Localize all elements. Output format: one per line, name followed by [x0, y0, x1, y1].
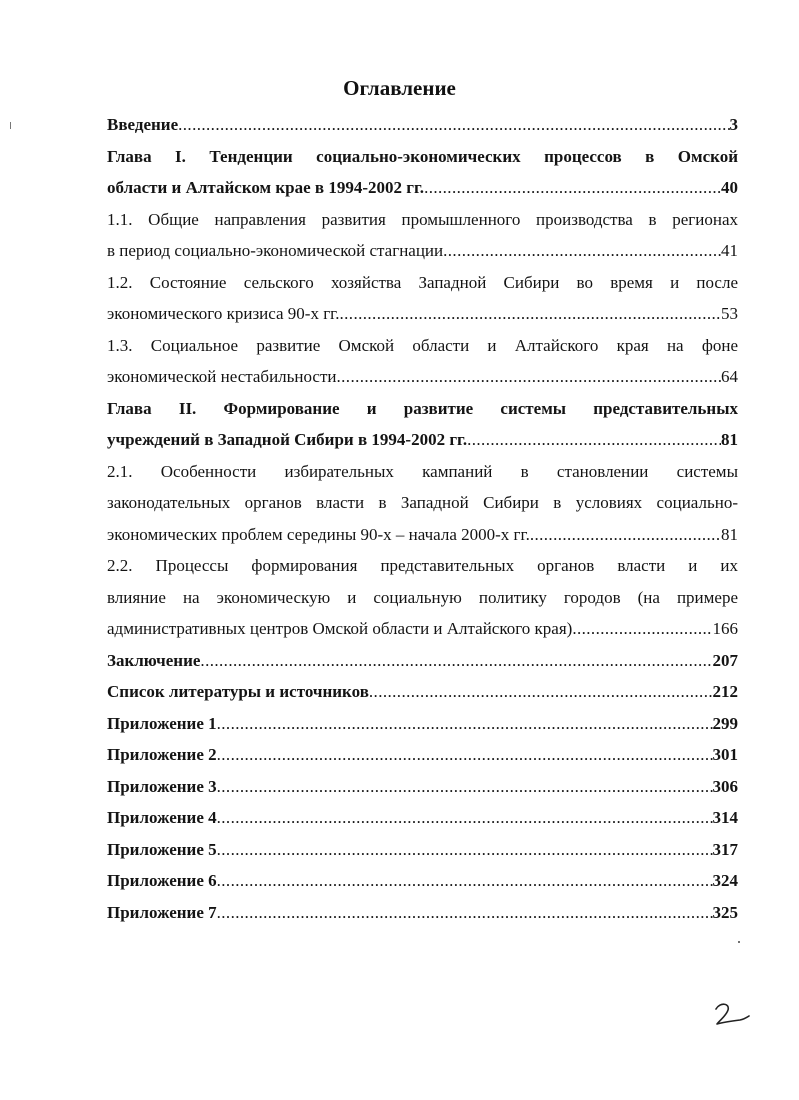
dot-leader	[340, 298, 722, 330]
toc-entry-chapter-2-line-2[interactable]	[107, 424, 738, 456]
dot-leader	[467, 424, 721, 456]
page-title: Оглавление	[343, 76, 456, 100]
toc-page-number: 301	[712, 745, 738, 764]
toc-entry-appendix-5[interactable]	[107, 834, 738, 866]
toc-page-number: 207	[712, 650, 738, 670]
dot-leader	[200, 645, 712, 677]
toc-entry-literature[interactable]	[107, 676, 738, 708]
handwritten-page-number	[712, 1000, 752, 1030]
toc-entry-section-2-2-line-1[interactable]: 2.2. Процессы формирования представительных органов власти и их	[107, 556, 738, 575]
toc-entry-section-1-2-line-1[interactable]: 1.2. Состояние сельского хозяйства Западной Сибири во время и после	[107, 272, 738, 292]
toc-page-number: 306	[712, 776, 738, 796]
toc-entry-appendix-1[interactable]	[107, 708, 738, 740]
dot-leader	[178, 109, 729, 141]
toc-entry-section-1-1-line-1[interactable]: 1.1. Общие направления развития промышленного производства в регионах	[107, 209, 738, 229]
toc-entry-section-2-1-line-1[interactable]: 2.1. Особенности избирательных кампаний в становлении системы	[107, 461, 738, 481]
dot-leader	[217, 865, 713, 897]
toc-entry-appendix-6[interactable]	[107, 865, 738, 897]
table-of-contents	[107, 109, 738, 928]
toc-page-number: 212	[712, 682, 738, 701]
toc-entry-section-1-3-line-1[interactable]: 1.3. Социальное развитие Омской области и Алтайского края на фоне	[107, 335, 738, 355]
toc-entry-section-1-3-line-2[interactable]	[107, 361, 738, 393]
toc-entry-chapter-1-line-1[interactable]: Глава I. Тенденции социально-экономических процессов в Омской	[107, 146, 738, 166]
toc-page-number: 317	[712, 839, 738, 859]
toc-entry-appendix-3[interactable]	[107, 771, 738, 803]
toc-entry-text: Введение	[107, 115, 179, 134]
toc-entry-section-2-2-line-2[interactable]: влияние на экономическую и социальную политику городов (на примере	[107, 587, 738, 607]
toc-entry-text: экономического кризиса 90-х гг.	[107, 304, 340, 323]
toc-entry-text: экономических проблем середины 90-х – начала 2000-х гг.	[107, 524, 530, 544]
toc-entry-text: Приложение 2	[107, 745, 217, 764]
toc-entry-text: Приложение 5	[107, 839, 217, 859]
toc-page-number: 41	[721, 241, 738, 260]
dot-leader	[424, 172, 721, 204]
toc-entry-text: Приложение 7	[107, 902, 217, 922]
dot-leader	[443, 235, 721, 267]
toc-page-number: 299	[712, 713, 738, 733]
toc-entry-section-1-2-line-2[interactable]	[107, 298, 738, 330]
dot-leader	[217, 739, 713, 771]
toc-entry-section-2-2-line-3[interactable]	[107, 613, 738, 645]
toc-entry-text: административных центров Омской области и Алтайского края)	[107, 619, 573, 638]
toc-entry-chapter-2-line-1[interactable]: Глава II. Формирование и развитие системы представительных	[107, 398, 738, 418]
toc-entry-text: Заключение	[107, 650, 201, 670]
toc-page-number: 81	[721, 430, 738, 449]
toc-entry-appendix-7[interactable]	[107, 897, 738, 929]
toc-page-number: 3	[729, 115, 738, 134]
scan-mark	[10, 122, 11, 129]
dot-leader	[337, 361, 722, 393]
toc-page-number: 53	[721, 304, 738, 323]
toc-page-number: 314	[712, 808, 738, 827]
dot-leader	[572, 613, 712, 645]
dot-leader	[530, 519, 721, 551]
dot-leader	[369, 676, 713, 708]
scan-speck	[738, 941, 740, 943]
toc-page-number: 81	[721, 524, 738, 544]
toc-entry-text: в период социально-экономической стагнации	[107, 241, 444, 260]
toc-page-number: 325	[712, 902, 738, 922]
toc-entry-chapter-1-line-2[interactable]	[107, 172, 738, 204]
toc-entry-text: Приложение 1	[107, 713, 217, 733]
toc-entry-section-2-1-line-3[interactable]	[107, 519, 738, 551]
dot-leader	[217, 834, 713, 866]
toc-entry-conclusion[interactable]	[107, 645, 738, 677]
toc-page-number: 64	[721, 367, 738, 386]
dot-leader	[217, 897, 713, 929]
dot-leader	[217, 771, 713, 803]
dot-leader	[217, 708, 713, 740]
toc-entry-text: учреждений в Западной Сибири в 1994-2002 гг.	[107, 430, 468, 449]
toc-page-number: 324	[712, 871, 738, 890]
toc-entry-text: экономической нестабильности	[107, 367, 337, 386]
toc-page-number: 40	[721, 178, 738, 197]
toc-entry-text: Приложение 3	[107, 776, 217, 796]
toc-entry-text: Приложение 6	[107, 871, 217, 890]
toc-entry-text: Приложение 4	[107, 808, 217, 827]
toc-entry-section-1-1-line-2[interactable]	[107, 235, 738, 267]
toc-entry-appendix-4[interactable]	[107, 802, 738, 834]
toc-entry-appendix-2[interactable]	[107, 739, 738, 771]
toc-entry-introduction[interactable]	[107, 109, 738, 141]
dot-leader	[217, 802, 713, 834]
toc-page-number: 166	[712, 619, 738, 638]
toc-entry-text: области и Алтайском крае в 1994-2002 гг.	[107, 178, 425, 197]
toc-entry-section-2-1-line-2[interactable]: законодательных органов власти в Западной Сибири в условиях социально-	[107, 493, 738, 512]
toc-entry-text: Список литературы и источников	[107, 682, 369, 701]
